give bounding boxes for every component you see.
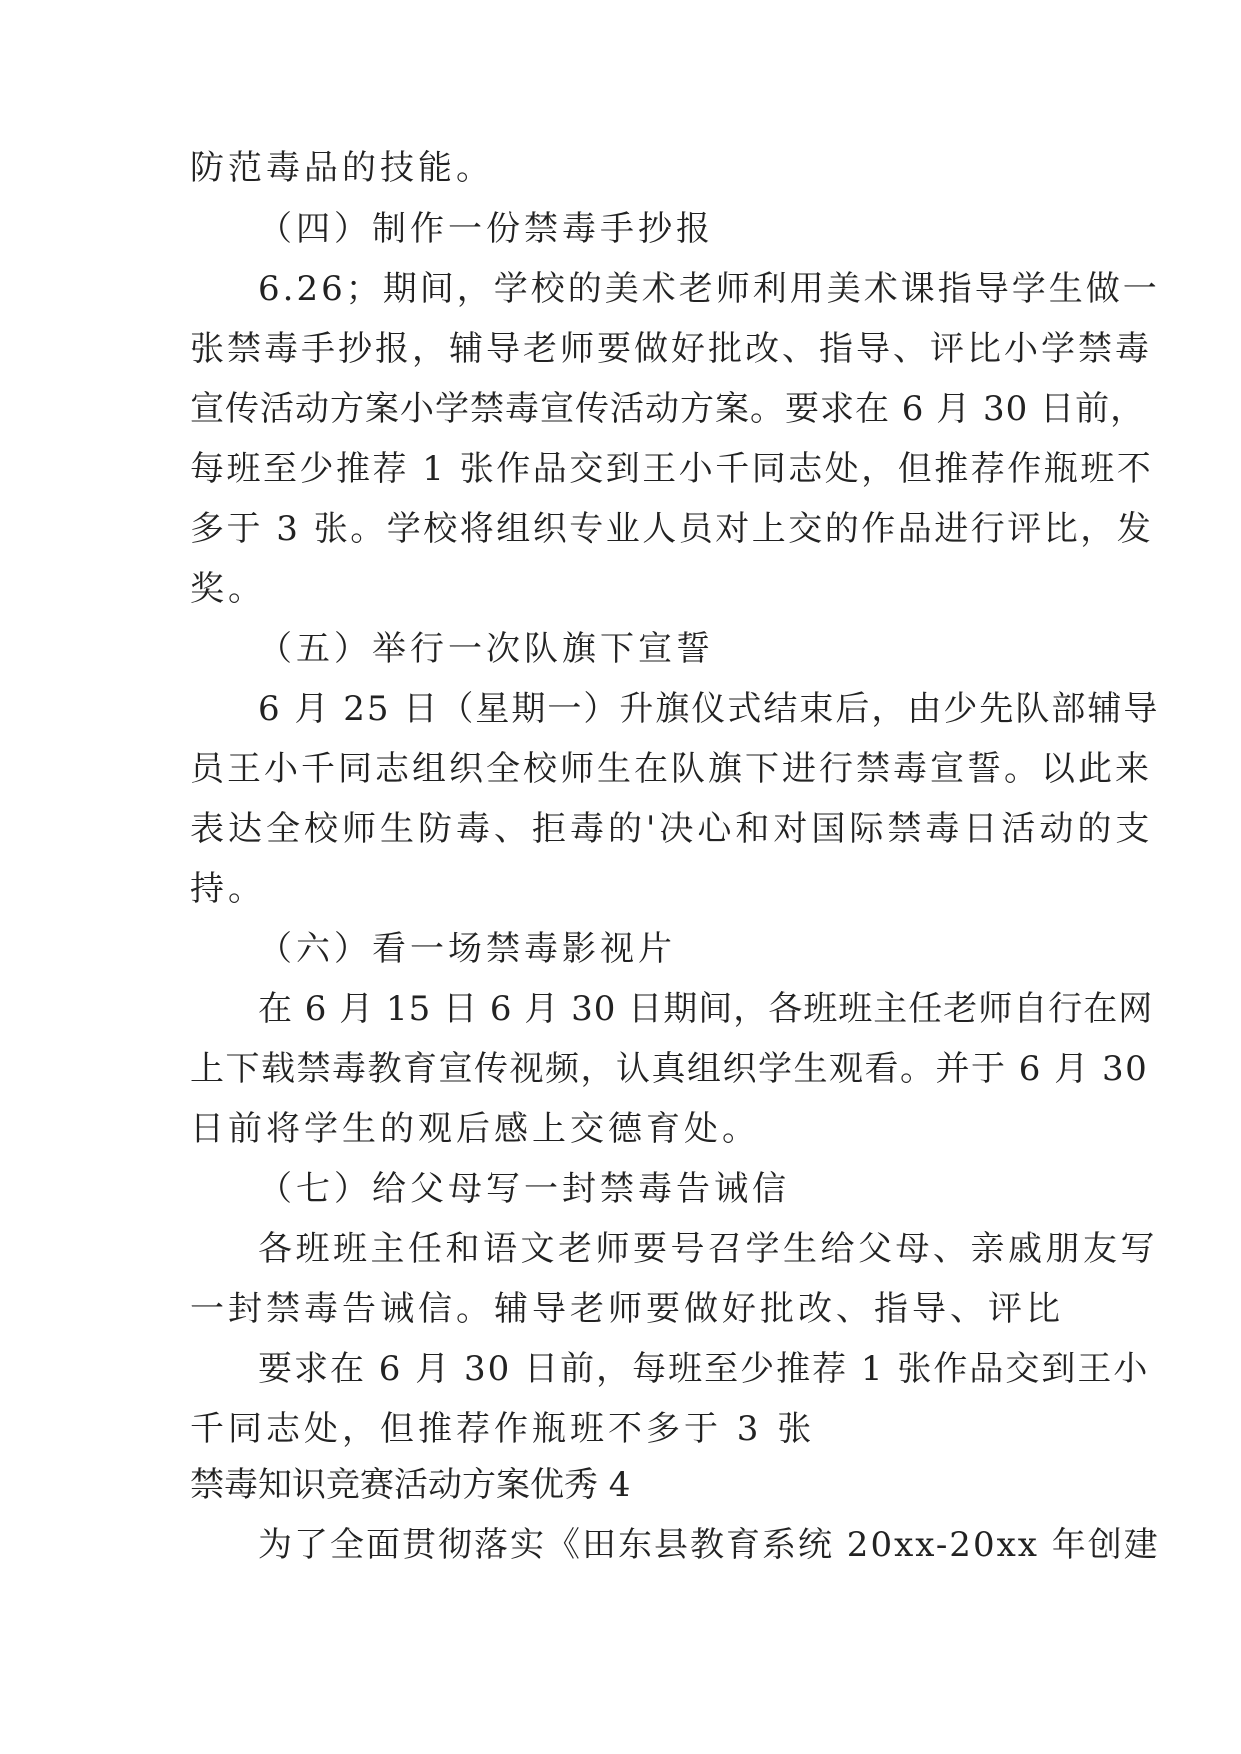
body-text-line: 上下载禁毒教育宣传视频，认真组织学生观看。并于 6 月 30 <box>190 1049 1149 1089</box>
body-text-line: 多于 3 张。学校将组织专业人员对上交的作品进行评比，发 <box>190 509 1154 549</box>
body-text-line: 日前将学生的观后感上交德育处。 <box>190 1109 760 1149</box>
section-heading: （五）举行一次队旗下宣誓 <box>258 629 714 669</box>
paragraph-first-line: 6.26；期间，学校的美术老师利用美术课指导学生做一 <box>258 269 1160 309</box>
section-heading: （六）看一场禁毒影视片 <box>258 929 676 969</box>
body-text-line: 表达全校师生防毒、拒毒的'决心和对国际禁毒日活动的支 <box>190 809 1154 849</box>
body-text-line: 千同志处，但推荐作瓶班不多于 3 张 <box>190 1409 816 1449</box>
paragraph-first-line: 各班班主任和语文老师要号召学生给父母、亲戚朋友写 <box>258 1229 1158 1269</box>
body-text-line: 防范毒品的技能。 <box>190 148 494 188</box>
body-text-line: 张禁毒手抄报，辅导老师要做好批改、指导、评比小学禁毒 <box>190 329 1152 369</box>
body-text-line: 每班至少推荐 1 张作品交到王小千同志处，但推荐作瓶班不 <box>190 449 1154 489</box>
body-text-line: 持。 <box>190 869 266 909</box>
paragraph-first-line: 要求在 6 月 30 日前，每班至少推荐 1 张作品交到王小 <box>258 1349 1150 1389</box>
body-text-line: 一封禁毒告诫信。辅导老师要做好批改、指导、评比 <box>190 1289 1064 1329</box>
paragraph-first-line: 6 月 25 日（星期一）升旗仪式结束后，由少先队部辅导 <box>258 689 1160 729</box>
section-heading: （四）制作一份禁毒手抄报 <box>258 209 714 249</box>
body-text-line: 奖。 <box>190 569 266 609</box>
body-text-line: 员王小千同志组织全校师生在队旗下进行禁毒宣誓。以此来 <box>190 749 1152 789</box>
paragraph-first-line: 为了全面贯彻落实《田东县教育系统 20xx-20xx 年创建 <box>258 1525 1160 1565</box>
body-text-line: 宣传活动方案小学禁毒宣传活动方案。要求在 6 月 30 日前， <box>190 389 1146 429</box>
article-heading: 禁毒知识竞赛活动方案优秀 4 <box>190 1465 631 1505</box>
section-heading: （七）给父母写一封禁毒告诫信 <box>258 1169 790 1209</box>
paragraph-first-line: 在 6 月 15 日 6 月 30 日期间，各班班主任老师自行在网 <box>258 989 1154 1029</box>
